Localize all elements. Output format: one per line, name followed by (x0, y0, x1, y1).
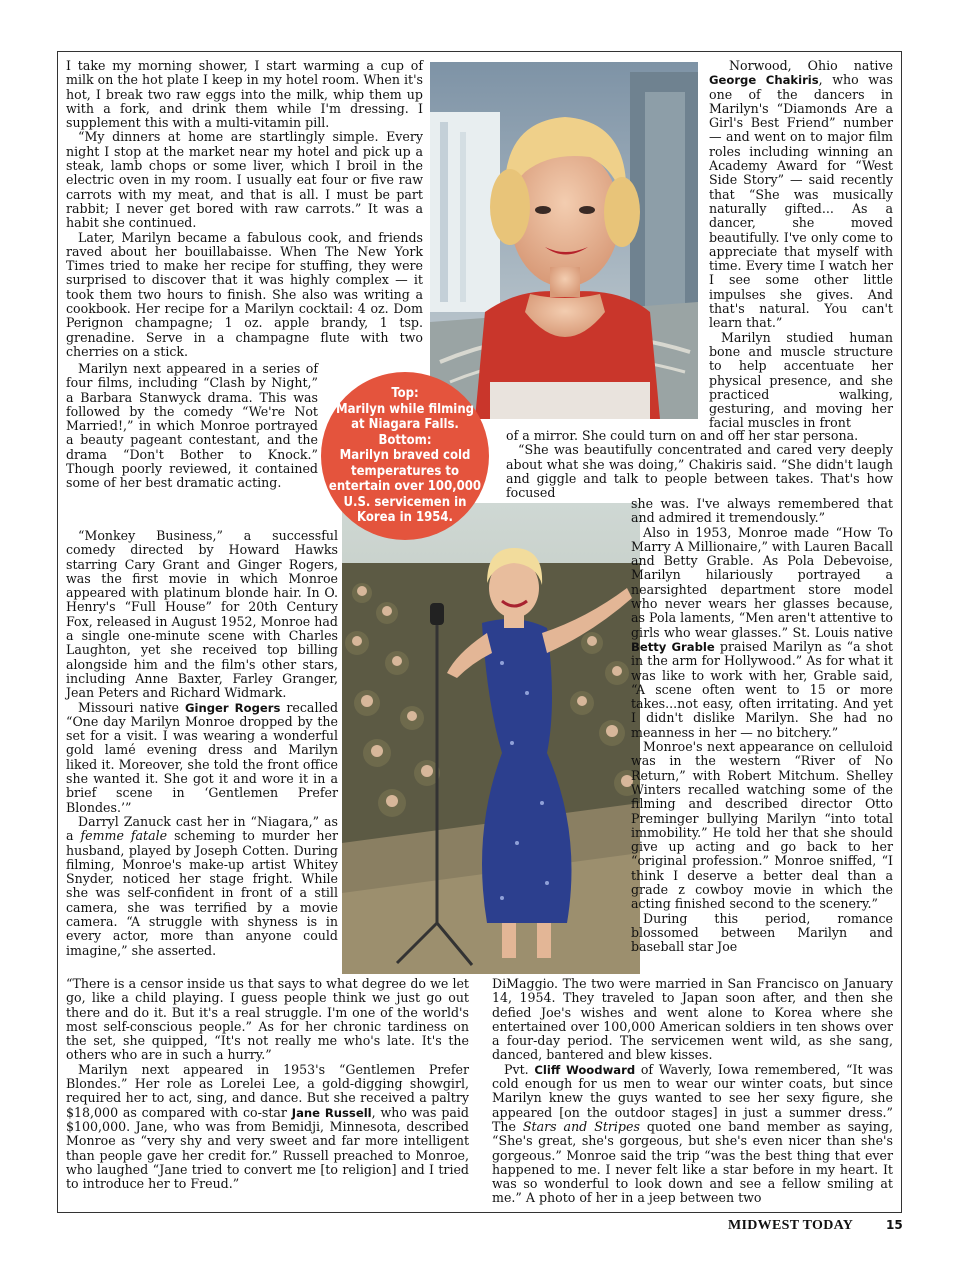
caption-line: U.S. servicemen in (343, 494, 467, 510)
paragraph: “She was beautifully concentrated and cared very deeply about what she was doing,” Chakiris said. “She didn't laugh and giggle and talk to people between takes. That's how focused (506, 442, 893, 501)
right-column-middle (631, 497, 893, 955)
left-column-middle (66, 529, 338, 958)
right-column-bottom (492, 977, 893, 1206)
name-jane-russell: Jane Russell (291, 1105, 372, 1120)
name-cliff-woodward: Cliff Woodward (534, 1062, 636, 1077)
paragraph: “My dinners at home are startlingly simple. Every night I stop at the market near my hotel and pick up a steak, lamb chops or some liver, which I broil in the electric oven in my room. I usually eat four or five raw carrots with my meat, and that is all. I must be part rabbit; I never get bored with raw carrots.” It was a habit she continued. (66, 129, 423, 231)
paragraph: Marilyn next appeared in 1953's “Gentlemen Prefer Blondes.” Her role as Lorelei Lee, a gold-digging showgirl, required her to act, sing, and dance. But she received a paltry $18,000 as compared with co-star Jane Russell, who was paid $100,000. Jane, who was from Bemidji, Minnesota, described Monroe as “very shy and very sweet and far more intelligent than people gave her credit for.” Russell preached to Monroe, who laughed “Jane tried to convert me [to religion] and I tried to introduce her to Freud.” (66, 1061, 469, 1192)
paragraph: Marilyn next appeared in a series of four films, including “Clash by Night,” a Barbara Stanwyck drama. This was followed by the comedy “We're Not Married!,” in which Monroe portrayed a beauty pageant contestant, and the drama “Don't Bother to Knock.” Though poorly reviewed, it contained some of her best dramatic acting. (66, 361, 318, 491)
caption-line: Korea in 1954. (357, 510, 453, 525)
photo-korea (342, 503, 640, 974)
caption-line: Top: (391, 386, 419, 401)
paragraph: During this period, romance blossomed between Marilyn and baseball star Joe (631, 910, 893, 955)
caption-line: Bottom: (378, 432, 432, 448)
page-number: 15 (886, 1218, 903, 1232)
paragraph: “Monkey Business,” a successful comedy directed by Howard Hawks starring Cary Grant and Ginger Rogers, was the first movie in which Monroe appeared with platinum blonde hair. In O. Henry's “Full House” for 20th Century Fox, released in August 1952, Monroe had a single one-minute scene with Charles Laughton, yet she received top billing alongside him and the film's other stars, including Anne Baxter, Farley Granger, Jean Peters and Richard Widmark. (66, 528, 338, 701)
paragraph: “There is a censor inside us that says to what degree do we let go, like a child playing. I guess people think we just go out there and do it. But it's a real struggle. I'm one of the world's most self-conscious people.” As for her chronic tardiness on the set, she quipped, “It's not really me who's late. It's the others who are in such a hurry.” (66, 976, 469, 1063)
photo-niagara (430, 62, 698, 419)
paragraph: Missouri native Ginger Rogers recalled “One day Marilyn Monroe dropped by the set for a visit. I was wearing a wonderful gold lamé evening dress and Marilyn liked it. Moreover, she told the front office she wanted it. She got it and wore it in a brief scene in ‘Gentlemen Prefer Blondes.’” (66, 699, 339, 815)
paragraph: Norwood, Ohio native George Chakiris, who was one of the dancers in Marilyn's “Diamonds Are a Girl's Best Friend” number — and went on to major film roles including winning an Academy Award for “West Side Story” — said recently that “She was musically naturally gifted... As a dancer, she moved beautifully. I've only come to appreciate that myself with time. Every time I watch her I see some other little impulses she gives. And that's natural. You can't learn that.” (709, 58, 893, 331)
paragraph: Pvt. Cliff Woodward of Waverly, Iowa remembered, “It was cold enough for us men to wear our winter coats, but since Marilyn knew the guys wanted to see her sexy figure, she appeared [on the outdoor stages] in just a summer dress.” The Stars and Stripes quoted one band member as saying, “She's great, she's gorgeous, but she's even nicer than she's gorgeous.” Monroe said the trip “was the best thing that ever happened to me. I never felt like a star before in my heart. It was so wonderful to look down and see a fellow smiling at me.” A photo of her in a jeep between two (492, 1061, 893, 1206)
photo-caption (321, 372, 489, 540)
paragraph: Later, Marilyn became a fabulous cook, and friends raved about her bouillabaisse. When The New York Times tried to make her recipe for stuffing, they were surprised to discover that it was highly complex — it took them two hours to finish. She also was writing a cookbook. Her recipe for a Marilyn cocktail: 4 oz. Dom Perignon champagne; 1 oz. apple brandy, 1 tsp. grenadine. Serve in a champagne flute with two cherries on a stick. (66, 229, 423, 359)
paragraph: Marilyn studied human bone and muscle structure to help accentuate her physical presence, and she practiced walking, gesturing, and moving her facial muscles in front (709, 329, 893, 431)
left-column-bottom (66, 977, 469, 1191)
name-betty-grable: Betty Grable (631, 639, 715, 654)
paragraph: Darryl Zanuck cast her in “Niagara,” as a femme fatale scheming to murder her husband, played by Joseph Cotten. During filming, Monroe's make-up artist Whitey Snyder, noticed her stage fright. While she was self-confident in front of a still camera, she was terrified by a movie camera. “A struggle with shyness is in every actor, more than anyone could imagine,” she asserted. (66, 813, 338, 958)
right-column-wide (506, 429, 893, 500)
paragraph: Monroe's next appearance on celluloid was in the western “River of No Return,” with Robert Mitchum. Shelley Winters recalled watching some of the filming and described director Otto Preminger bullying Marilyn “into total immobility.” He told her that she should give up acting and go back to her “original profession.” Monroe sniffed, “I think I deserve a better deal than a grade z cowboy movie in which the acting finished second to the scenery.” (631, 739, 893, 912)
left-column-narrow (66, 362, 318, 491)
caption-line: at Niagara Falls. (351, 417, 459, 432)
magazine-name: MIDWEST TODAY (728, 1218, 854, 1233)
caption-line: Marilyn while filming (335, 401, 475, 417)
caption-line: Marilyn braved cold (339, 448, 471, 463)
paragraph: of a mirror. She could turn on and off her star persona. (506, 428, 859, 443)
paragraph: Also in 1953, Monroe made “How To Marry A Millionaire,” with Lauren Bacall and Betty Grable. As Pola Debevoise, Marilyn hilariously portrayed a nearsighted department store model who never wears her glasses because, as Pola laments, “Men aren't attentive to girls who wear glasses.” St. Louis native Betty Grable praised Marilyn as “a shot in the arm for Hollywood.” As for what it was like to work with her, Grable said, “A scene often went to 15 or more takes...not easy, often irritating. And yet I didn't dislike Marilyn. She had no meanness in her — no bitchery.” (631, 524, 893, 740)
right-column-top (709, 59, 893, 431)
paragraph: she was. I've always remembered that and admired it tremendously.” (631, 496, 893, 526)
caption-line: temperatures to (351, 463, 459, 479)
caption-line: entertain over 100,000 (328, 479, 482, 494)
paragraph: DiMaggio. The two were married in San Francisco on January 14, 1954. They traveled to Japan soon after, and then she defied Joe's wishes and went alone to Korea where she entertained over 100,000 American soldiers in ten shows over a four-day period. The servicemen went wild, as she sang, danced, bantered and blew kisses. (492, 976, 893, 1063)
name-george-chakiris: George Chakiris (709, 73, 819, 88)
paragraph: I take my morning shower, I start warming a cup of milk on the hot plate I keep in my hotel room. When it's hot, I break two raw eggs into the milk, whip them up with a fork, and drink them while I'm dressing. I supplement this with a multi-vitamin pill. (66, 58, 423, 131)
name-ginger-rogers: Ginger Rogers (184, 700, 281, 715)
left-column-top (66, 59, 423, 359)
